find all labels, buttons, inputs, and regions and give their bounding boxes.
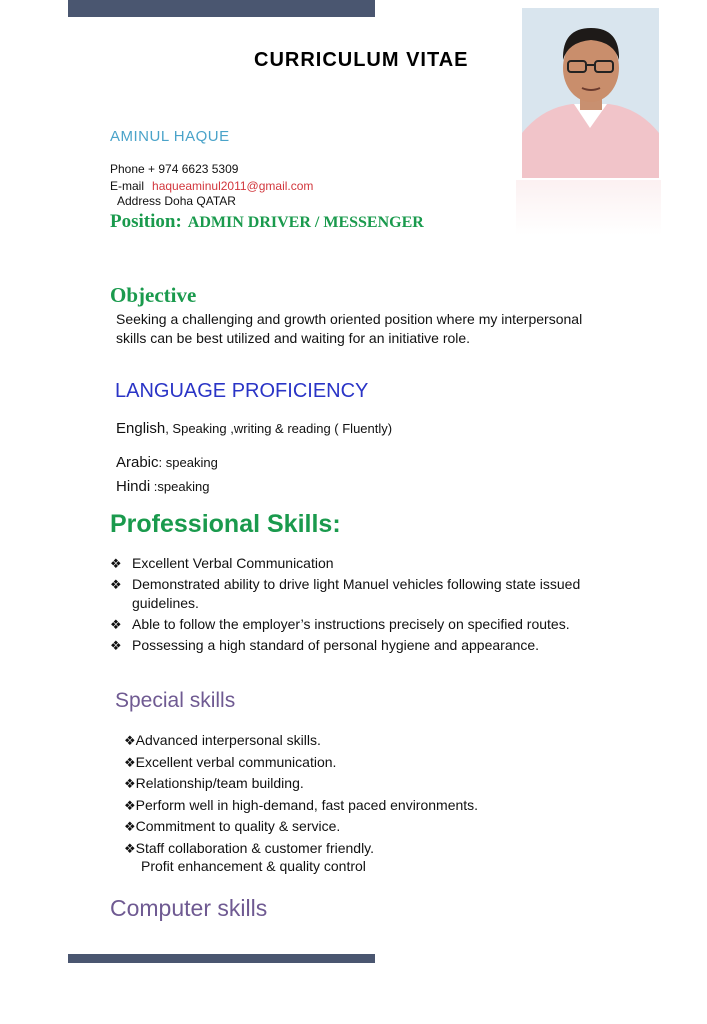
candidate-name: AMINUL HAQUE [110,128,230,145]
position-value: ADMIN DRIVER / MESSENGER [187,214,424,231]
diamond-bullet-icon: ❖ [124,733,136,748]
footer-decorative-bar [68,954,375,963]
objective-text: Seeking a challenging and growth oriented position where my interpersonal skills can be best utilized and waiting for an initiative role. [116,311,583,346]
list-item [110,575,600,613]
skill-text: Excellent verbal communication. [135,753,337,770]
skill-text: Relationship/team building. [135,775,304,791]
email-label: E-mail [110,179,145,193]
photo-reflection [516,180,661,235]
list-item [124,816,478,838]
list-item [110,554,600,573]
objective-heading: Objective [110,283,197,307]
list-item [124,838,478,860]
list-item [124,773,478,795]
language-english [116,420,392,437]
professional-skills-list [110,554,600,657]
profile-photo [522,8,659,178]
diamond-bullet-icon: ❖ [124,819,136,834]
skill-text: Staff collaboration & customer friendly. [135,839,375,856]
position-line [110,211,424,233]
portrait-image [522,8,659,178]
list-item [110,636,600,655]
language-name: Arabic [116,454,159,471]
document-title: CURRICULUM VITAE [254,49,469,71]
list-item [124,752,478,774]
header-decorative-bar [68,0,375,17]
language-name: Hindi [116,478,151,495]
language-arabic [116,454,218,471]
language-detail: : speaking [158,455,218,470]
list-item [124,795,478,817]
skill-text: Advanced interpersonal skills. [135,732,321,748]
address-line: Address Doha QATAR [117,194,236,208]
diamond-bullet-icon: ❖ [110,577,122,592]
special-skills-list [124,730,478,859]
position-label: Position: [110,211,182,232]
diamond-bullet-icon: ❖ [124,797,136,813]
diamond-bullet-icon: ❖ [124,776,136,791]
special-skills-extra: Profit enhancement & quality control [141,858,366,874]
skill-text: Excellent Verbal Communication [132,555,334,571]
skill-text: Possessing a high standard of personal hygiene and appearance. [132,637,540,653]
computer-skills-heading: Computer skills [110,895,268,921]
diamond-bullet-icon: ❖ [110,638,122,653]
special-skills-heading: Special skills [115,689,236,712]
language-heading: LANGUAGE PROFICIENCY [115,380,369,402]
skill-text: Able to follow the employer’s instructions precisely on specified routes. [132,616,570,632]
phone-line: Phone + 974 6623 5309 [110,162,239,176]
list-item [124,730,478,752]
skill-text: Commitment to quality & service. [135,818,341,834]
diamond-bullet-icon: ❖ [124,840,136,856]
diamond-bullet-icon: ❖ [124,754,136,770]
professional-skills-heading: Professional Skills: [110,510,341,538]
skill-text: Demonstrated ability to drive light Manuel vehicles following state issued guidelines. [132,576,581,611]
diamond-bullet-icon: ❖ [110,556,122,571]
list-item [110,615,600,634]
language-hindi [116,478,209,495]
email-link[interactable]: haqueaminul2011@gmail.com [152,179,314,193]
language-detail: :speaking [150,479,210,494]
email-line [110,179,313,193]
language-detail: , Speaking ,writing & reading ( Fluently) [165,421,393,436]
skill-text: Perform well in high-demand, fast paced environments. [135,796,479,813]
language-name: English [116,420,166,437]
diamond-bullet-icon: ❖ [110,617,122,632]
